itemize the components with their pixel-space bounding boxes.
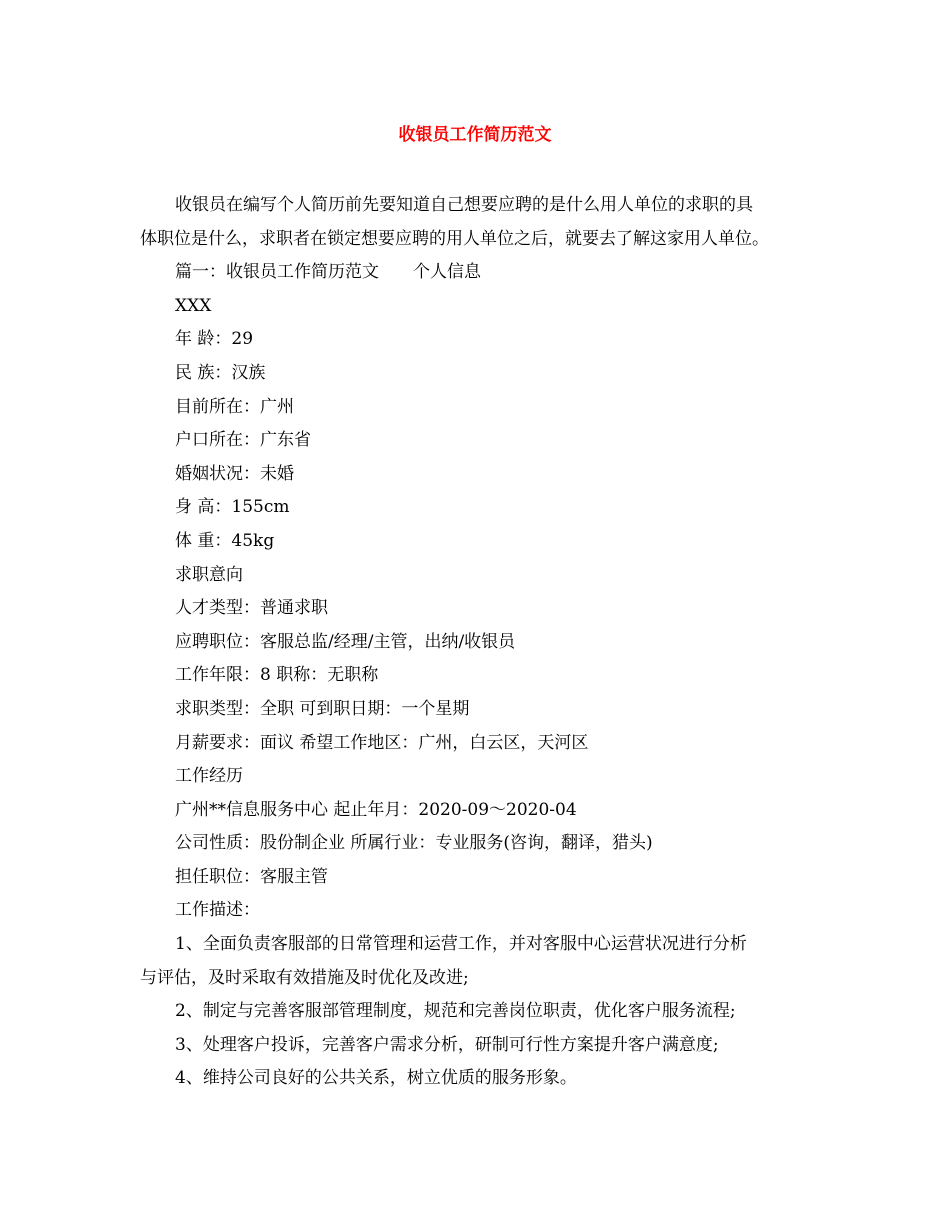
text-line-content: 户口所在：广东省 xyxy=(175,430,311,451)
text-line-content: 3、处理客户投诉，完善客户需求分析，研制可行性方案提升客户满意度; xyxy=(175,1034,719,1055)
text-line xyxy=(140,559,830,593)
text-line-content: 身 高：155cm xyxy=(175,497,290,518)
text-line-content: 月薪要求：面议 希望工作地区：广州，白云区，天河区 xyxy=(175,732,589,753)
document-body xyxy=(140,189,830,1096)
text-line xyxy=(140,626,830,660)
section-heading: 个人信息 xyxy=(413,262,481,283)
text-line xyxy=(140,659,830,693)
text-line xyxy=(140,827,830,861)
text-line-content: 婚姻状况：未婚 xyxy=(175,463,294,484)
text-line-content: 年 龄：29 xyxy=(175,329,254,350)
text-line-content: 工作描述： xyxy=(175,900,260,921)
text-line xyxy=(140,1062,830,1096)
text-line xyxy=(140,323,830,357)
text-line xyxy=(140,290,830,324)
text-line-content: 目前所在：广州 xyxy=(175,396,294,417)
text-line-content: 篇一：收银员工作简历范文 xyxy=(175,262,379,283)
text-line-content: XXX xyxy=(175,295,212,316)
text-line xyxy=(140,189,830,223)
text-line xyxy=(140,525,830,559)
text-line xyxy=(140,894,830,928)
text-line-content: 与评估，及时采取有效措施及时优化及改进; xyxy=(140,967,469,988)
text-line-content: 民 族：汉族 xyxy=(175,362,266,383)
text-line xyxy=(140,693,830,727)
text-line xyxy=(140,1029,830,1063)
text-line-content: 应聘职位：客服总监/经理/主管，出纳/收银员 xyxy=(175,631,516,652)
text-line-content: 收银员在编写个人简历前先要知道自己想要应聘的是什么用人单位的求职的具 xyxy=(175,195,753,215)
text-line-content: 求职意向 xyxy=(175,564,243,585)
text-line xyxy=(140,458,830,492)
text-line-content: 人才类型：普通求职 xyxy=(175,598,328,619)
text-line xyxy=(140,491,830,525)
text-line xyxy=(140,391,830,425)
text-line-content: 体职位是什么，求职者在锁定想要应聘的用人单位之后，就要去了解这家用人单位。 xyxy=(140,228,769,249)
text-line-content: 广州**信息服务中心 起止年月：2020-09～2020-04 xyxy=(175,799,577,820)
text-line xyxy=(140,424,830,458)
text-line xyxy=(140,357,830,391)
text-line xyxy=(140,760,830,794)
text-line-content: 体 重：45kg xyxy=(175,530,275,551)
text-line xyxy=(140,928,830,962)
text-line-content: 担任职位：客服主管 xyxy=(175,866,328,887)
text-line-content: 1、全面负责客服部的日常管理和运营工作，并对客服中心运营状况进行分析 xyxy=(175,934,747,955)
text-line-content: 公司性质：股份制企业 所属行业：专业服务(咨询，翻译，猎头) xyxy=(175,833,653,854)
text-line xyxy=(140,223,830,257)
text-line xyxy=(140,962,830,996)
text-line xyxy=(140,995,830,1029)
text-line xyxy=(140,256,830,290)
text-line xyxy=(140,592,830,626)
text-line-content: 2、制定与完善客服部管理制度，规范和完善岗位职责，优化客户服务流程; xyxy=(175,1001,736,1022)
text-line-content: 工作年限：8 职称：无职称 xyxy=(175,665,379,686)
document-title: 收银员工作简历范文 xyxy=(398,125,552,145)
text-line xyxy=(140,794,830,828)
text-line xyxy=(140,727,830,761)
text-line-content: 工作经历 xyxy=(175,766,243,787)
text-line xyxy=(140,861,830,895)
text-line-content: 求职类型：全职 可到职日期：一个星期 xyxy=(175,698,470,719)
text-line-content: 4、维持公司良好的公共关系，树立优质的服务形象。 xyxy=(175,1068,577,1089)
